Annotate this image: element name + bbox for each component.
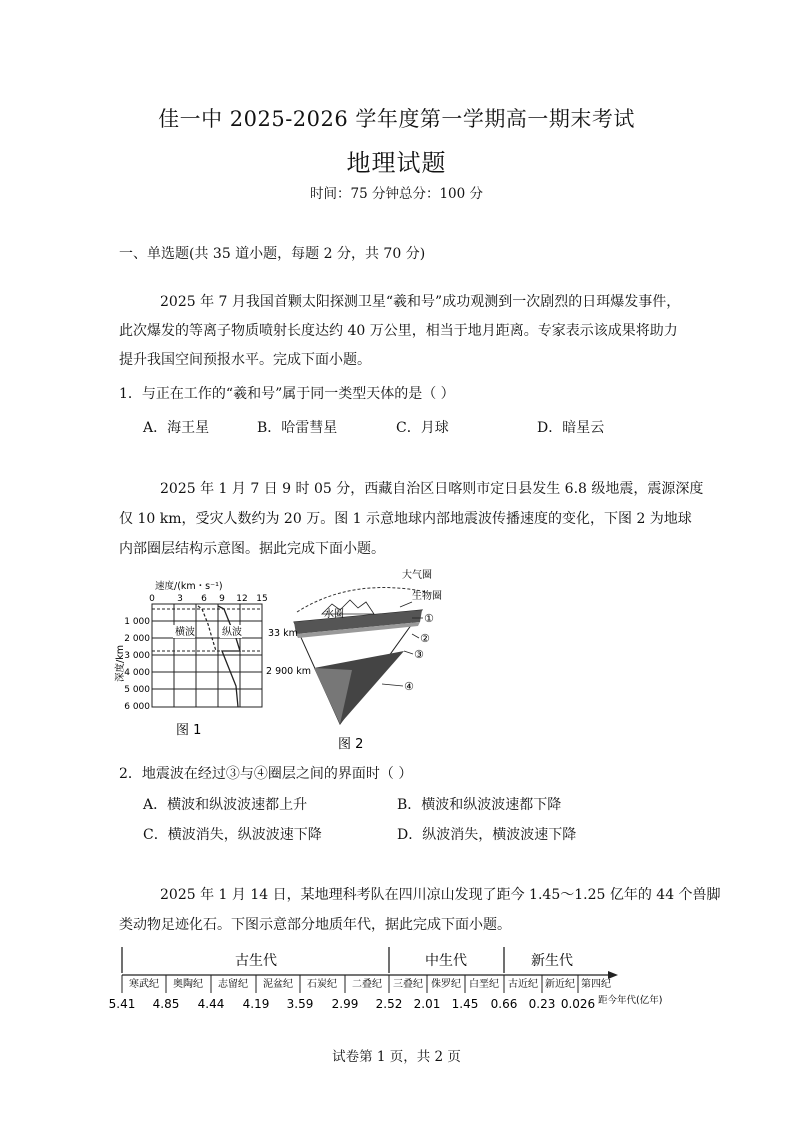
fig1-x-tick: 12 [236, 594, 248, 604]
passage1-line: 此次爆发的等离子物质喷射长度达约 40 万公里，相当于地月距离。专家表示该成果将助力 [119, 323, 678, 339]
fig1-x-tick: 9 [219, 594, 225, 604]
fig2-label-33km: 33 km [268, 628, 298, 639]
period-label: 泥盆纪 [263, 979, 293, 990]
fig1-y-tick: 1 000 [124, 617, 150, 627]
page-footer: 试卷第 1 页，共 2 页 [332, 1049, 461, 1065]
fig1-y-tick: 6 000 [124, 702, 150, 712]
period-label: 三叠纪 [393, 979, 423, 990]
period-label: 白垩纪 [469, 979, 499, 990]
age-value: 1.45 [451, 997, 479, 1011]
q2-option-c[interactable]: C．横波消失，纵波波速下降 [143, 827, 322, 843]
fig1-x-tick: 3 [177, 594, 183, 604]
age-value: 0.026 [560, 997, 596, 1011]
exam-meta: 时间：75 分钟总分：100 分 [309, 186, 484, 202]
fig2-label-hydrosphere: 水圈 [324, 609, 344, 620]
period-label: 二叠纪 [352, 979, 382, 990]
fig1-caption: 图 1 [176, 723, 202, 738]
age-value: 2.01 [413, 997, 441, 1011]
passage3-line: 2025 年 1 月 14 日，某地理科考队在四川凉山发现了距今 1.45～1.25 亿年的 44 个兽脚 [160, 887, 721, 903]
timeline-arrow-icon [608, 971, 618, 979]
fig2-label-atmosphere: 大气圈 [402, 570, 432, 581]
era-paleozoic: 古生代 [235, 953, 277, 969]
age-value: 0.66 [490, 997, 518, 1011]
timeline-axis-label: 距今年代(亿年) [598, 995, 663, 1006]
fig1-y-axis-label: 深度/km [115, 645, 126, 682]
age-value: 3.59 [286, 997, 314, 1011]
figure2-earth-layers [262, 562, 462, 752]
period-label: 志留纪 [218, 979, 248, 990]
fig1-x-tick: 15 [256, 594, 268, 604]
age-value: 4.85 [152, 997, 180, 1011]
fig2-label-4: ④ [404, 680, 414, 693]
section-heading: 一、单选题(共 35 道小题，每题 2 分，共 70 分) [119, 246, 426, 262]
fig1-p-wave-label: 纵波 [222, 627, 242, 638]
q2-option-d[interactable]: D．纵波消失，横波波速下降 [397, 827, 577, 843]
passage2-line: 仅 10 km，受灾人数约为 20 万。图 1 示意地球内部地震波传播速度的变化，下图 2 为地球 [119, 511, 692, 527]
age-value: 0.23 [528, 997, 556, 1011]
fig2-label-biosphere: 生物圈 [412, 591, 442, 602]
fig2-caption: 图 2 [338, 737, 364, 752]
era-cenozoic: 新生代 [531, 953, 573, 969]
fig2-label-3: ③ [414, 648, 424, 661]
fig1-y-tick: 3 000 [124, 651, 150, 661]
figure1-seismic-chart [110, 576, 280, 741]
fig1-s-wave-label: 横波 [175, 627, 195, 638]
passage1-line: 提升我国空间预报水平。完成下面小题。 [119, 352, 371, 368]
period-label: 第四纪 [581, 979, 611, 990]
passage2-line: 2025 年 1 月 7 日 9 时 05 分，西藏自治区日喀则市定日县发生 6.8 级地震，震源深度 [160, 481, 704, 497]
q1-option-b[interactable]: B．哈雷彗星 [257, 420, 338, 436]
fig1-y-tick: 5 000 [124, 685, 150, 695]
period-label: 新近纪 [545, 979, 575, 990]
fig1-y-tick: 4 000 [124, 668, 150, 678]
fig2-label-2900km: 2 900 km [266, 666, 311, 677]
period-label: 石炭纪 [307, 979, 337, 990]
exam-title: 佳一中 2025-2026 学年度第一学期高一期末考试 [158, 107, 635, 131]
q1-option-c[interactable]: C．月球 [396, 420, 449, 436]
question-1-stem: 1．与正在工作的“羲和号”属于同一类型天体的是（ ） [119, 386, 455, 402]
age-value: 2.52 [375, 997, 403, 1011]
fig2-label-1: ① [424, 612, 434, 625]
fig1-boundaries [152, 609, 262, 651]
age-value: 4.44 [197, 997, 225, 1011]
age-value: 5.41 [108, 997, 136, 1011]
passage1-line: 2025 年 7 月我国首颗太阳探测卫星“羲和号”成功观测到一次剧烈的日珥爆发事件， [160, 294, 681, 310]
fig1-x-tick: 0 [149, 594, 155, 604]
fig1-y-tick: 2 000 [124, 634, 150, 644]
period-label: 奥陶纪 [173, 979, 203, 990]
age-value: 2.99 [331, 997, 359, 1011]
subject-title: 地理试题 [346, 149, 447, 177]
q1-option-d[interactable]: D．暗星云 [537, 420, 605, 436]
q2-option-a[interactable]: A．横波和纵波波速都上升 [143, 797, 308, 813]
period-label: 古近纪 [508, 979, 538, 990]
fig1-grid [152, 604, 262, 707]
period-label: 寒武纪 [129, 979, 159, 990]
passage3-line: 类动物足迹化石。下图示意部分地质年代，据此完成下面小题。 [119, 917, 511, 933]
fig1-x-tick: 6 [201, 594, 207, 604]
geologic-timeline [108, 945, 682, 1015]
fig2-label-2: ② [420, 632, 430, 645]
era-mesozoic: 中生代 [425, 953, 467, 969]
q1-option-a[interactable]: A．海王星 [143, 420, 210, 436]
fig1-x-axis-label: 速度/(km・s⁻¹) [155, 581, 223, 592]
age-value: 4.19 [242, 997, 270, 1011]
question-2-stem: 2．地震波在经过③与④圈层之间的界面时（ ） [119, 766, 413, 782]
q2-option-b[interactable]: B．横波和纵波波速都下降 [397, 797, 562, 813]
fig1-s-wave-curve [198, 606, 216, 651]
period-label: 侏罗纪 [431, 979, 461, 990]
passage2-line: 内部圈层结构示意图。据此完成下面小题。 [119, 541, 385, 557]
